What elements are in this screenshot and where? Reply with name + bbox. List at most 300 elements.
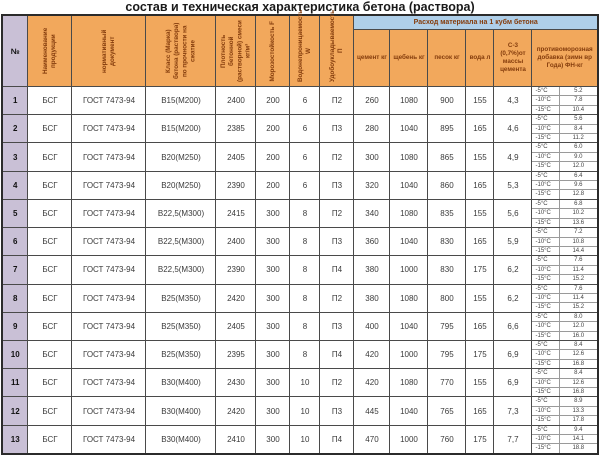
cell-workability: П3 <box>320 171 354 199</box>
cell-water-resist: 8 <box>290 340 320 368</box>
cell-c3: 5,3 <box>494 171 532 199</box>
cell-workability: П2 <box>320 369 354 397</box>
cell-water-resist: 8 <box>290 256 320 284</box>
cell-c3: 7,3 <box>494 397 532 425</box>
cell-grade: В15(М200) <box>146 87 216 115</box>
cell-cement: 420 <box>354 340 390 368</box>
antifreeze-temp: -10°С <box>532 435 559 444</box>
column-header-class-grade <box>146 15 216 87</box>
cell-sand: 895 <box>428 115 466 143</box>
cell-doc: ГОСТ 7473-94 <box>72 397 146 425</box>
cell-water: 165 <box>466 397 494 425</box>
cell-water: 155 <box>466 284 494 312</box>
cell-doc: ГОСТ 7473-94 <box>72 256 146 284</box>
antifreeze-subtable <box>532 87 597 114</box>
cell-c3: 6,9 <box>494 369 532 397</box>
column-header-sand: песок кг <box>428 30 466 87</box>
cell-water-resist: 6 <box>290 87 320 115</box>
antifreeze-value: 14.1 <box>560 435 597 444</box>
cell-c3: 5,6 <box>494 199 532 227</box>
cell-name: БСГ <box>28 397 72 425</box>
antifreeze-temp: -15°С <box>532 134 559 142</box>
cell-gravel: 1080 <box>390 87 428 115</box>
cell-water-resist: 8 <box>290 312 320 340</box>
cell-workability: П2 <box>320 284 354 312</box>
column-header-normative-doc <box>72 15 146 87</box>
antifreeze-value: 16.0 <box>572 332 585 339</box>
consumption-band-header: Расход материала на 1 кубм бетона <box>354 15 598 30</box>
cell-sand: 770 <box>428 369 466 397</box>
antifreeze-value: 11.2 <box>572 135 584 142</box>
cell-c3: 6,9 <box>494 340 532 368</box>
antifreeze-subtable <box>532 397 597 424</box>
table-row <box>2 115 598 143</box>
cell-density: 2385 <box>216 115 256 143</box>
antifreeze-value: 7.6 <box>560 285 597 294</box>
column-header-gravel: щебень кг <box>390 30 428 87</box>
antifreeze-temp: -5°С <box>532 228 559 237</box>
antifreeze-value: 12.8 <box>572 191 585 198</box>
cell-name: БСГ <box>28 143 72 171</box>
cell-water-resist: 10 <box>290 425 320 454</box>
cell-frost: 300 <box>256 425 290 454</box>
antifreeze-value: 12.6 <box>560 379 597 388</box>
cell-sand: 760 <box>428 425 466 454</box>
antifreeze-value: 11.4 <box>560 294 597 303</box>
table-row <box>2 143 598 171</box>
cell-num: 3 <box>2 143 28 171</box>
cell-water: 165 <box>466 115 494 143</box>
antifreeze-value: 16.8 <box>572 360 585 367</box>
cell-frost: 300 <box>256 199 290 227</box>
cell-frost: 200 <box>256 87 290 115</box>
page-title: состав и техническая характеристика бетона (раствора) <box>125 0 475 14</box>
antifreeze-value: 9.4 <box>560 426 597 435</box>
cell-c3: 5,9 <box>494 228 532 256</box>
cell-water: 155 <box>466 143 494 171</box>
cell-grade: В22,5(М300) <box>146 199 216 227</box>
cell-water-resist: 10 <box>290 397 320 425</box>
cell-c3: 6,2 <box>494 284 532 312</box>
cell-density: 2430 <box>216 369 256 397</box>
cell-num: 10 <box>2 340 28 368</box>
antifreeze-temp: -15°С <box>532 247 559 255</box>
cell-water-resist: 8 <box>290 228 320 256</box>
antifreeze-value: 10.2 <box>560 209 597 218</box>
column-header-density-label: Плотность бетонной (растворной) смеси кг/м³ <box>219 20 252 82</box>
antifreeze-value: 5.2 <box>560 87 597 96</box>
cell-density: 2420 <box>216 397 256 425</box>
cell-density: 2390 <box>216 171 256 199</box>
antifreeze-value: 7.8 <box>560 96 597 105</box>
cell-name: БСГ <box>28 228 72 256</box>
column-header-frost-resistance <box>256 15 290 87</box>
antifreeze-temp: -5°С <box>532 397 559 406</box>
cell-water: 175 <box>466 425 494 454</box>
cell-name: БСГ <box>28 312 72 340</box>
antifreeze-value: 9.6 <box>560 181 597 190</box>
cell-name: БСГ <box>28 340 72 368</box>
cell-name: БСГ <box>28 171 72 199</box>
cell-name: БСГ <box>28 115 72 143</box>
cell-sand: 900 <box>428 87 466 115</box>
cell-name: БСГ <box>28 256 72 284</box>
antifreeze-value: 17.8 <box>572 417 585 424</box>
cell-antifreeze <box>532 199 598 227</box>
antifreeze-temp: -5°С <box>532 143 559 152</box>
column-header-num: № <box>2 15 28 87</box>
cell-num: 13 <box>2 425 28 454</box>
cell-frost: 200 <box>256 143 290 171</box>
table-row <box>2 199 598 227</box>
cell-doc: ГОСТ 7473-94 <box>72 171 146 199</box>
cell-cement: 400 <box>354 312 390 340</box>
antifreeze-temp: -10°С <box>532 125 559 134</box>
cell-grade: В22,5(М300) <box>146 256 216 284</box>
cell-sand: 860 <box>428 171 466 199</box>
cell-grade: В30(М400) <box>146 397 216 425</box>
table-row <box>2 397 598 425</box>
cell-c3: 4,6 <box>494 115 532 143</box>
column-header-density <box>216 15 256 87</box>
table-row <box>2 312 598 340</box>
cell-antifreeze <box>532 171 598 199</box>
cell-doc: ГОСТ 7473-94 <box>72 143 146 171</box>
table-row <box>2 87 598 115</box>
cell-sand: 865 <box>428 143 466 171</box>
cell-doc: ГОСТ 7473-94 <box>72 340 146 368</box>
cell-num: 11 <box>2 369 28 397</box>
cell-gravel: 1080 <box>390 199 428 227</box>
antifreeze-temp: -5°С <box>532 313 559 322</box>
antifreeze-temp: -15°С <box>532 444 559 452</box>
column-header-frost-resistance-label: Морозостойкость F <box>268 20 276 82</box>
antifreeze-temp: -10°С <box>532 407 559 416</box>
antifreeze-temp: -5°С <box>532 369 559 378</box>
cell-sand: 795 <box>428 312 466 340</box>
cell-antifreeze <box>532 115 598 143</box>
antifreeze-temp: -10°С <box>532 266 559 275</box>
cell-antifreeze <box>532 284 598 312</box>
cell-water-resist: 8 <box>290 199 320 227</box>
cell-frost: 200 <box>256 171 290 199</box>
cell-grade: В25(М350) <box>146 312 216 340</box>
antifreeze-value: 6.8 <box>560 200 597 209</box>
cell-water-resist: 8 <box>290 284 320 312</box>
column-header-water-resistance <box>290 9 320 87</box>
antifreeze-value: 8.4 <box>560 369 597 378</box>
cell-num: 2 <box>2 115 28 143</box>
cell-frost: 300 <box>256 228 290 256</box>
antifreeze-value: 5.6 <box>560 115 597 124</box>
cell-water: 155 <box>466 87 494 115</box>
antifreeze-subtable <box>532 313 597 340</box>
table-row <box>2 256 598 284</box>
cell-density: 2405 <box>216 143 256 171</box>
antifreeze-temp: -5°С <box>532 200 559 209</box>
table-row <box>2 284 598 312</box>
cell-cement: 260 <box>354 87 390 115</box>
cell-water: 165 <box>466 228 494 256</box>
column-header-class-grade-label: Класс (Марка) бетона (раствора) по прочности на сжатие <box>164 22 197 80</box>
cell-frost: 300 <box>256 397 290 425</box>
cell-cement: 300 <box>354 143 390 171</box>
antifreeze-temp: -5°С <box>532 256 559 265</box>
cell-num: 1 <box>2 87 28 115</box>
cell-cement: 380 <box>354 256 390 284</box>
antifreeze-value: 10.8 <box>560 238 597 247</box>
cell-c3: 4,9 <box>494 143 532 171</box>
cell-cement: 320 <box>354 171 390 199</box>
cell-density: 2390 <box>216 256 256 284</box>
cell-antifreeze <box>532 312 598 340</box>
cell-sand: 765 <box>428 397 466 425</box>
cell-doc: ГОСТ 7473-94 <box>72 87 146 115</box>
column-header-product-name <box>28 15 72 87</box>
antifreeze-temp: -5°С <box>532 172 559 181</box>
cell-antifreeze <box>532 256 598 284</box>
cell-doc: ГОСТ 7473-94 <box>72 312 146 340</box>
cell-water-resist: 6 <box>290 143 320 171</box>
antifreeze-subtable <box>532 115 597 142</box>
cell-doc: ГОСТ 7473-94 <box>72 115 146 143</box>
antifreeze-subtable <box>532 200 597 227</box>
antifreeze-temp: -10°С <box>532 181 559 190</box>
table-row <box>2 369 598 397</box>
antifreeze-value: 12.6 <box>560 350 597 359</box>
cell-name: БСГ <box>28 87 72 115</box>
cell-doc: ГОСТ 7473-94 <box>72 284 146 312</box>
antifreeze-temp: -5°С <box>532 426 559 435</box>
cell-doc: ГОСТ 7473-94 <box>72 425 146 454</box>
cell-water: 165 <box>466 171 494 199</box>
cell-gravel: 1080 <box>390 284 428 312</box>
table-row <box>2 425 598 454</box>
cell-water: 175 <box>466 340 494 368</box>
antifreeze-subtable <box>532 426 597 453</box>
cell-sand: 835 <box>428 199 466 227</box>
cell-workability: П2 <box>320 143 354 171</box>
antifreeze-temp: -5°С <box>532 285 559 294</box>
antifreeze-value: 14.4 <box>572 247 585 254</box>
cell-antifreeze <box>532 397 598 425</box>
table-row <box>2 340 598 368</box>
cell-density: 2400 <box>216 228 256 256</box>
table-row <box>2 228 598 256</box>
antifreeze-value: 7.6 <box>560 256 597 265</box>
cell-sand: 830 <box>428 228 466 256</box>
antifreeze-temp: -10°С <box>532 379 559 388</box>
column-header-water: вода л <box>466 30 494 87</box>
antifreeze-temp: -10°С <box>532 209 559 218</box>
cell-frost: 300 <box>256 312 290 340</box>
cell-workability: П4 <box>320 425 354 454</box>
cell-c3: 7,7 <box>494 425 532 454</box>
antifreeze-value: 10.4 <box>572 106 585 113</box>
cell-water-resist: 10 <box>290 369 320 397</box>
cell-cement: 380 <box>354 284 390 312</box>
cell-grade: В30(М400) <box>146 425 216 454</box>
cell-name: БСГ <box>28 199 72 227</box>
cell-gravel: 1080 <box>390 369 428 397</box>
cell-c3: 6,2 <box>494 256 532 284</box>
cell-name: БСГ <box>28 425 72 454</box>
column-header-cement: цемент кг <box>354 30 390 87</box>
cell-sand: 795 <box>428 340 466 368</box>
antifreeze-temp: -10°С <box>532 153 559 162</box>
cell-frost: 300 <box>256 256 290 284</box>
cell-gravel: 1040 <box>390 115 428 143</box>
cell-frost: 300 <box>256 340 290 368</box>
column-header-product-name-label: Наименование продукции <box>41 27 57 75</box>
cell-num: 6 <box>2 228 28 256</box>
cell-doc: ГОСТ 7473-94 <box>72 228 146 256</box>
cell-num: 8 <box>2 284 28 312</box>
antifreeze-temp: -15°С <box>532 106 559 114</box>
antifreeze-value: 12.0 <box>560 322 597 331</box>
cell-density: 2395 <box>216 340 256 368</box>
cell-cement: 470 <box>354 425 390 454</box>
column-header-workability-label: Удобоукладываемость П <box>328 9 344 82</box>
cell-cement: 445 <box>354 397 390 425</box>
cell-workability: П3 <box>320 228 354 256</box>
cell-water: 165 <box>466 312 494 340</box>
cell-num: 7 <box>2 256 28 284</box>
antifreeze-subtable <box>532 143 597 170</box>
antifreeze-value: 13.3 <box>560 407 597 416</box>
antifreeze-subtable <box>532 228 597 255</box>
antifreeze-temp: -15°С <box>532 219 559 227</box>
cell-antifreeze <box>532 87 598 115</box>
antifreeze-value: 8.9 <box>560 397 597 406</box>
cell-gravel: 1080 <box>390 143 428 171</box>
cell-gravel: 1000 <box>390 256 428 284</box>
cell-antifreeze <box>532 143 598 171</box>
antifreeze-value: 9.0 <box>560 153 597 162</box>
antifreeze-subtable <box>532 172 597 199</box>
antifreeze-value: 6.0 <box>560 143 597 152</box>
cell-num: 12 <box>2 397 28 425</box>
cell-antifreeze <box>532 425 598 454</box>
cell-water-resist: 6 <box>290 115 320 143</box>
antifreeze-value: 15.2 <box>572 276 585 283</box>
column-header-antifreeze-additive: противоморозная добавка (зимн вр Года) ФН-кг <box>532 30 598 87</box>
column-header-workability <box>320 9 354 87</box>
column-header-c3-additive: С-3 (0,7%)от массы цемента <box>494 30 532 87</box>
antifreeze-temp: -5°С <box>532 87 559 96</box>
cell-c3: 6,6 <box>494 312 532 340</box>
antifreeze-temp: -10°С <box>532 96 559 105</box>
cell-gravel: 1000 <box>390 340 428 368</box>
antifreeze-value: 8.4 <box>560 125 597 134</box>
cell-density: 2410 <box>216 425 256 454</box>
cell-workability: П2 <box>320 199 354 227</box>
cell-cement: 420 <box>354 369 390 397</box>
antifreeze-temp: -5°С <box>532 115 559 124</box>
cell-grade: В25(М350) <box>146 284 216 312</box>
cell-density: 2415 <box>216 199 256 227</box>
cell-cement: 280 <box>354 115 390 143</box>
cell-water: 155 <box>466 199 494 227</box>
cell-cement: 340 <box>354 199 390 227</box>
cell-frost: 300 <box>256 284 290 312</box>
cell-antifreeze <box>532 228 598 256</box>
cell-density: 2420 <box>216 284 256 312</box>
antifreeze-value: 11.4 <box>560 266 597 275</box>
antifreeze-subtable <box>532 341 597 368</box>
antifreeze-value: 8.0 <box>560 313 597 322</box>
antifreeze-value: 16.8 <box>572 389 585 395</box>
cell-antifreeze <box>532 340 598 368</box>
antifreeze-temp: -15°С <box>532 190 559 198</box>
cell-gravel: 1040 <box>390 228 428 256</box>
cell-workability: П3 <box>320 397 354 425</box>
cell-workability: П4 <box>320 256 354 284</box>
cell-sand: 800 <box>428 284 466 312</box>
antifreeze-subtable <box>532 285 597 312</box>
antifreeze-temp: -15°С <box>532 303 559 311</box>
column-header-water-resistance-label: Водонепроницаемость W <box>296 9 312 82</box>
cell-density: 2400 <box>216 87 256 115</box>
antifreeze-temp: -15°С <box>532 416 559 424</box>
cell-grade: В20(М250) <box>146 171 216 199</box>
antifreeze-temp: -15°С <box>532 388 559 396</box>
antifreeze-value: 7.2 <box>560 228 597 237</box>
cell-grade: В30(М400) <box>146 369 216 397</box>
antifreeze-value: 13.6 <box>572 219 585 226</box>
antifreeze-subtable <box>532 369 597 396</box>
cell-water: 155 <box>466 369 494 397</box>
cell-water: 175 <box>466 256 494 284</box>
cell-water-resist: 6 <box>290 171 320 199</box>
cell-frost: 300 <box>256 369 290 397</box>
antifreeze-temp: -10°С <box>532 294 559 303</box>
cell-workability: П3 <box>320 312 354 340</box>
antifreeze-value: 8.4 <box>560 341 597 350</box>
antifreeze-temp: -5°С <box>532 341 559 350</box>
table-row <box>2 171 598 199</box>
cell-doc: ГОСТ 7473-94 <box>72 369 146 397</box>
concrete-spec-table <box>1 9 599 455</box>
antifreeze-temp: -15°С <box>532 332 559 340</box>
antifreeze-value: 18.8 <box>572 445 585 452</box>
antifreeze-temp: -15°С <box>532 360 559 368</box>
cell-cement: 360 <box>354 228 390 256</box>
cell-grade: В25(М350) <box>146 340 216 368</box>
antifreeze-temp: -15°С <box>532 162 559 170</box>
cell-name: БСГ <box>28 284 72 312</box>
column-header-normative-doc-label: нормативный документ <box>100 29 116 73</box>
cell-gravel: 1040 <box>390 171 428 199</box>
cell-grade: В15(М200) <box>146 115 216 143</box>
antifreeze-value: 6.4 <box>560 172 597 181</box>
antifreeze-temp: -10°С <box>532 238 559 247</box>
antifreeze-temp: -10°С <box>532 350 559 359</box>
cell-density: 2405 <box>216 312 256 340</box>
antifreeze-value: 15.2 <box>572 304 585 311</box>
cell-gravel: 1040 <box>390 312 428 340</box>
antifreeze-value: 12.0 <box>572 163 585 170</box>
cell-num: 9 <box>2 312 28 340</box>
cell-sand: 830 <box>428 256 466 284</box>
cell-num: 5 <box>2 199 28 227</box>
antifreeze-temp: -10°С <box>532 322 559 331</box>
cell-name: БСГ <box>28 369 72 397</box>
cell-num: 4 <box>2 171 28 199</box>
antifreeze-subtable <box>532 256 597 283</box>
cell-antifreeze <box>532 369 598 397</box>
antifreeze-temp: -15°С <box>532 275 559 283</box>
